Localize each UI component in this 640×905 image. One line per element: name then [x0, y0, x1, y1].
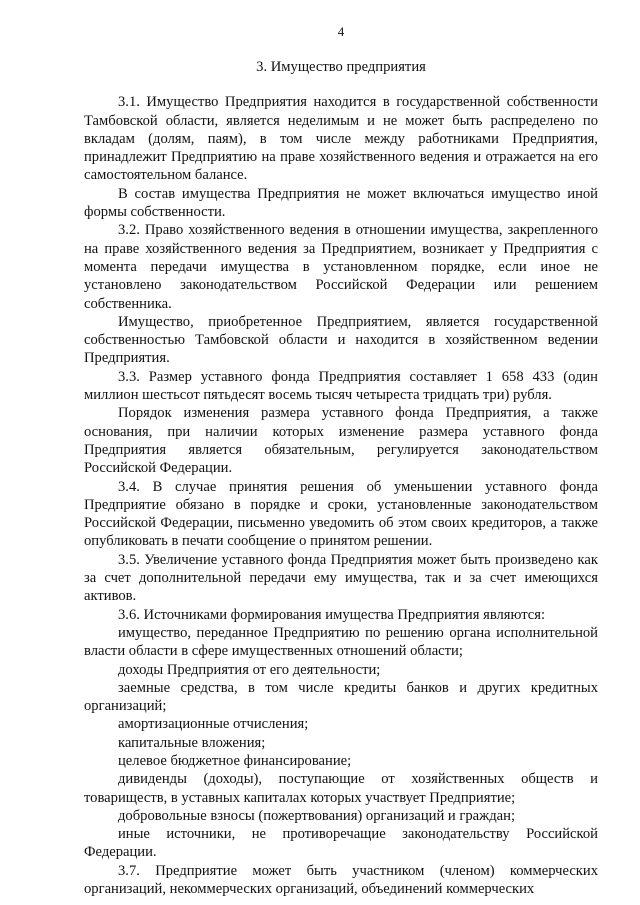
paragraph-3-4: 3.4. В случае принятия решения об уменьшении уставного фонда Предприятие обязано в порядке и сроки, установленные законодательством Российской Федерации, письменно уведомить об этом своих кредиторов, а также опубликовать в печати сообщение о принятом решении.: [84, 478, 598, 550]
page-number: 4: [337, 24, 345, 39]
list-item: капитальные вложения;: [118, 734, 266, 751]
paragraph-3-6: 3.6. Источниками формирования имущества Предприятия являются:: [118, 606, 546, 623]
list-item: имущество, переданное Предприятию по решению органа исполнительной власти области в сфере имущественных отношений области;: [84, 624, 598, 660]
list-item: доходы Предприятия от его деятельности;: [118, 661, 381, 678]
section-title: 3. Имущество предприятия: [256, 59, 426, 75]
paragraph-3-2-note: Имущество, приобретенное Предприятием, является государственной собственностью Тамбовской области и находится в хозяйственном ведении Предприятия.: [84, 313, 598, 367]
paragraph-3-3: 3.3. Размер уставного фонда Предприятия составляет 1 658 433 (один миллион шестьсот пятьдесят восемь тысяч четыреста тридцать три) рубля.: [84, 368, 598, 404]
list-item: иные источники, не противоречащие законодательству Российской Федерации.: [84, 826, 598, 861]
paragraph-3-2: 3.2. Право хозяйственного ведения в отношении имущества, закрепленного на праве хозяйственного ведения за Предприятием, возникает у Предприятия с момента передачи имущества в установленном порядке, если иное не установлено законодательством Российской Федерации или решением собственника.: [84, 222, 598, 312]
list-item: добровольные взносы (пожертвования) организаций и граждан;: [118, 807, 515, 824]
list-item: целевое бюджетное финансирование;: [118, 752, 352, 769]
list-item: заемные средства, в том числе кредиты банков и других кредитных организаций;: [84, 679, 598, 715]
paragraph-3-7: 3.7. Предприятие может быть участником (членом) коммерческих организаций, некоммерческих организаций, объединений коммерческих: [84, 862, 598, 898]
list-item: амортизационные отчисления;: [118, 716, 309, 733]
list-item: дивиденды (доходы), поступающие от хозяйственных обществ и товариществ, в уставных капиталах которых участвует Предприятие;: [84, 771, 598, 806]
paragraph-3-1-note: В состав имущества Предприятия не может включаться имущество иной формы собственности.: [84, 185, 598, 221]
paragraph-3-5: 3.5. Увеличение уставного фонда Предприятия может быть произведено как за счет дополнительной передачи ему имущества, так и за счет имеющихся активов.: [84, 551, 598, 605]
paragraph-3-3-note: Порядок изменения размера уставного фонда Предприятия, а также основания, при наличии которых изменение размера уставного фонда Предприятия является обязательным, регулируется законодательством Российской Федерации.: [84, 405, 598, 477]
paragraph-3-1: 3.1. Имущество Предприятия находится в государственной собственности Тамбовской области, является неделимым и не может быть распределено по вкладам (долям, паям), в том числе между работниками Предприятия, принадлежит Предприятию на праве хозяйственного ведения и отражается на его самостоятельном балансе.: [84, 94, 598, 184]
document-page: [84, 24, 598, 898]
